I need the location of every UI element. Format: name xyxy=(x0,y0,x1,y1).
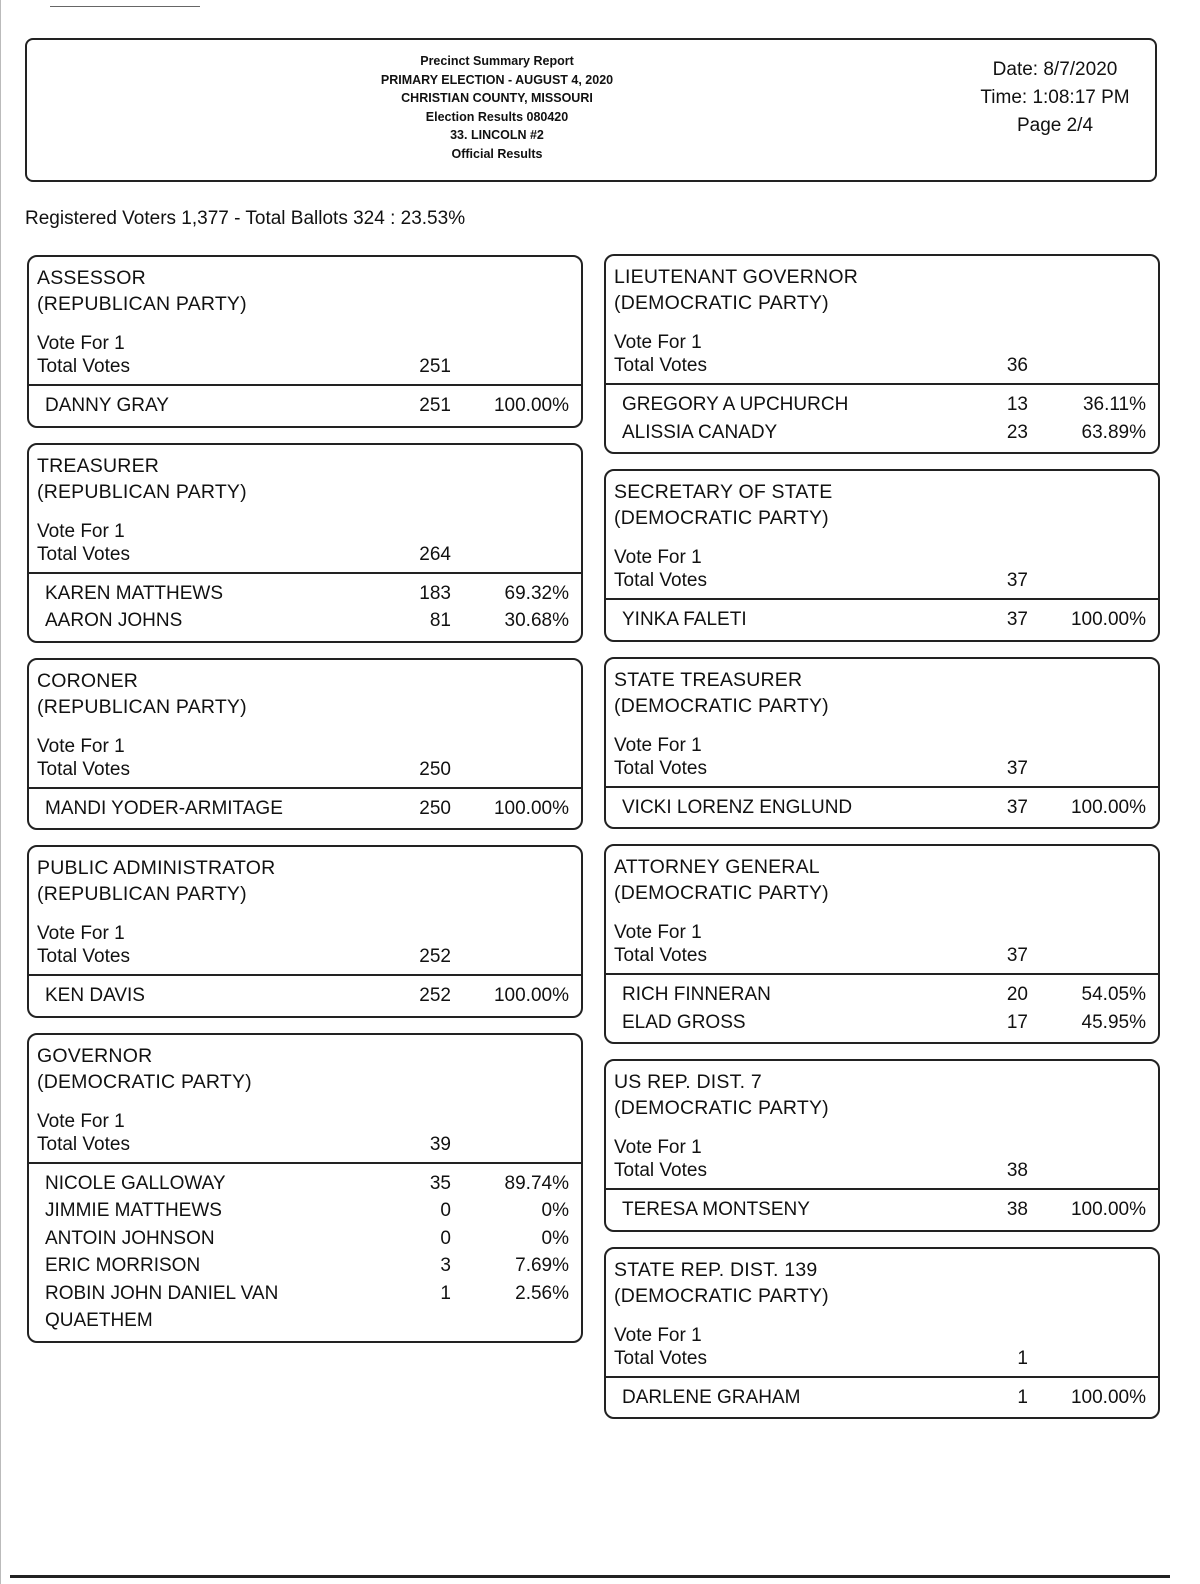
candidate-name: MANDI YODER-ARMITAGE xyxy=(45,797,283,819)
candidate-percent: 2.56% xyxy=(515,1282,569,1304)
candidate-votes: 252 xyxy=(419,985,451,1006)
candidate-row xyxy=(29,392,581,420)
total-votes-label: Total Votes xyxy=(614,1160,707,1181)
race-party: (REPUBLICAN PARTY) xyxy=(37,695,247,718)
candidate-votes: 0 xyxy=(440,1227,451,1249)
total-votes-row xyxy=(606,1348,1158,1378)
candidate-percent: 69.32% xyxy=(504,582,569,604)
candidate-name: ELAD GROSS xyxy=(622,1011,746,1033)
candidate-percent: 100.00% xyxy=(493,395,569,416)
page-bottom-line xyxy=(10,1575,1170,1578)
total-votes-row xyxy=(29,759,581,789)
total-votes-value: 252 xyxy=(419,946,451,967)
candidate-row xyxy=(606,419,1158,447)
candidate-votes: 23 xyxy=(1006,421,1028,443)
candidate-list xyxy=(606,788,1158,828)
candidate-votes: 0 xyxy=(440,1200,451,1221)
total-votes-row xyxy=(29,544,581,574)
registered-voters-summary: Registered Voters 1,377 - Total Ballots 324 : 23.53% xyxy=(25,208,466,229)
candidate-percent: 0% xyxy=(541,1227,569,1249)
candidate-votes: 3 xyxy=(440,1255,451,1276)
race-office: US REP. DIST. 7 xyxy=(614,1071,762,1093)
candidate-votes: 13 xyxy=(1006,394,1028,415)
race-party: (DEMOCRATIC PARTY) xyxy=(614,1284,829,1307)
race-office: STATE TREASURER xyxy=(614,668,803,691)
total-votes-row xyxy=(29,356,581,386)
candidate-list xyxy=(29,1164,581,1341)
race-title xyxy=(29,847,581,907)
total-votes-value: 39 xyxy=(429,1133,451,1155)
race-box xyxy=(604,1059,1160,1232)
candidate-percent: 89.74% xyxy=(504,1172,569,1194)
candidate-row xyxy=(29,795,581,823)
candidate-list xyxy=(606,1190,1158,1230)
race-party: (DEMOCRATIC PARTY) xyxy=(614,694,829,717)
race-box xyxy=(27,255,583,428)
total-votes-label: Total Votes xyxy=(614,945,707,966)
candidate-row xyxy=(606,981,1158,1009)
candidate-name: DANNY GRAY xyxy=(45,395,169,416)
race-party: (REPUBLICAN PARTY) xyxy=(37,293,247,315)
candidate-row xyxy=(606,1009,1158,1037)
total-votes-row xyxy=(606,570,1158,600)
total-votes-label: Total Votes xyxy=(37,356,130,377)
vote-for-label: Vote For 1 xyxy=(614,734,702,756)
candidate-name: NICOLE GALLOWAY xyxy=(45,1172,226,1194)
total-votes-row xyxy=(606,355,1158,385)
vote-for-label: Vote For 1 xyxy=(37,923,125,944)
race-party: (DEMOCRATIC PARTY) xyxy=(614,1097,829,1119)
race-party: (REPUBLICAN PARTY) xyxy=(37,883,247,905)
candidate-row xyxy=(606,1196,1158,1224)
results-status: Official Results xyxy=(451,146,543,161)
total-votes-value: 37 xyxy=(1006,570,1028,591)
total-votes-value: 251 xyxy=(419,356,451,377)
candidate-name: DARLENE GRAHAM xyxy=(622,1386,801,1408)
candidate-name: JIMMIE MATTHEWS xyxy=(45,1200,222,1221)
candidate-percent: 100.00% xyxy=(1070,1199,1146,1220)
candidate-votes: 183 xyxy=(419,582,451,604)
total-votes-label: Total Votes xyxy=(37,946,130,967)
candidate-votes: 38 xyxy=(1006,1199,1028,1220)
page-edge-line xyxy=(0,0,1,1584)
candidate-name: KAREN MATTHEWS xyxy=(45,582,224,604)
race-box xyxy=(27,443,583,643)
race-office: CORONER xyxy=(37,669,139,692)
race-office: GOVERNOR xyxy=(37,1044,153,1067)
candidate-row xyxy=(29,1225,581,1253)
race-box xyxy=(27,845,583,1018)
candidate-row xyxy=(606,794,1158,822)
race-title xyxy=(29,660,581,720)
total-votes-label: Total Votes xyxy=(614,355,707,376)
candidate-row xyxy=(606,606,1158,634)
race-box xyxy=(27,658,583,831)
candidate-votes: 1 xyxy=(440,1282,451,1304)
candidate-percent: 100.00% xyxy=(1070,609,1146,630)
total-votes-value: 38 xyxy=(1006,1160,1028,1181)
vote-for-label: Vote For 1 xyxy=(614,922,702,943)
vote-for-label: Vote For 1 xyxy=(614,1137,702,1158)
race-office: LIEUTENANT GOVERNOR xyxy=(614,266,858,288)
race-party: (DEMOCRATIC PARTY) xyxy=(614,292,829,314)
race-title xyxy=(606,1061,1158,1121)
candidate-percent: 63.89% xyxy=(1081,421,1146,443)
vote-for-label: Vote For 1 xyxy=(614,1324,702,1346)
race-office: ATTORNEY GENERAL xyxy=(614,856,820,878)
total-votes-label: Total Votes xyxy=(614,757,707,779)
total-votes-value: 250 xyxy=(419,758,451,780)
race-title xyxy=(606,471,1158,531)
candidate-votes: 37 xyxy=(1006,609,1028,630)
race-office: SECRETARY OF STATE xyxy=(614,481,833,503)
candidate-row xyxy=(606,1384,1158,1412)
candidate-name: AARON JOHNS xyxy=(45,610,183,631)
candidate-votes: 1 xyxy=(1017,1386,1028,1408)
candidate-percent: 45.95% xyxy=(1081,1011,1146,1033)
candidate-name: ALISSIA CANADY xyxy=(622,421,778,443)
candidate-votes: 81 xyxy=(429,610,451,631)
candidate-percent: 54.05% xyxy=(1081,984,1146,1005)
candidate-percent: 100.00% xyxy=(1070,796,1146,818)
page-number: Page 2/4 xyxy=(1016,115,1094,136)
race-party: (DEMOCRATIC PARTY) xyxy=(37,1070,252,1093)
candidate-name: KEN DAVIS xyxy=(45,985,145,1006)
scan-mark xyxy=(50,6,200,7)
candidate-row xyxy=(29,982,581,1010)
vote-for-label: Vote For 1 xyxy=(37,520,125,542)
race-party: (REPUBLICAN PARTY) xyxy=(37,480,247,503)
race-box xyxy=(604,469,1160,642)
candidate-list xyxy=(29,574,581,641)
total-votes-value: 37 xyxy=(1006,945,1028,966)
candidate-list xyxy=(606,1378,1158,1418)
race-party: (DEMOCRATIC PARTY) xyxy=(614,507,829,529)
race-title xyxy=(606,846,1158,906)
candidate-row xyxy=(29,580,581,608)
vote-for-label: Vote For 1 xyxy=(614,332,702,353)
candidate-votes: 37 xyxy=(1006,796,1028,818)
right-column xyxy=(604,254,1160,1434)
candidate-row xyxy=(29,1170,581,1198)
candidate-list xyxy=(29,386,581,426)
race-title xyxy=(606,256,1158,316)
candidate-name: ROBIN JOHN DANIEL VAN QUAETHEM xyxy=(45,1282,279,1331)
candidate-name: TERESA MONTSENY xyxy=(622,1199,810,1220)
candidate-list xyxy=(606,600,1158,640)
vote-for-label: Vote For 1 xyxy=(614,547,702,568)
total-votes-label: Total Votes xyxy=(37,543,130,565)
candidate-row xyxy=(29,1280,581,1335)
race-office: TREASURER xyxy=(37,454,160,477)
race-office: ASSESSOR xyxy=(37,267,146,289)
total-votes-label: Total Votes xyxy=(614,570,707,591)
race-title xyxy=(606,659,1158,719)
total-votes-row xyxy=(29,946,581,976)
candidate-name: ANTOIN JOHNSON xyxy=(45,1227,215,1249)
candidate-name: RICH FINNERAN xyxy=(622,984,771,1005)
total-votes-value: 1 xyxy=(1017,1347,1028,1369)
precinct-name: 33. LINCOLN #2 xyxy=(450,128,544,142)
candidate-list xyxy=(29,789,581,829)
total-votes-row xyxy=(606,758,1158,788)
total-votes-row xyxy=(606,1160,1158,1190)
candidate-percent: 36.11% xyxy=(1082,394,1146,415)
vote-for-label: Vote For 1 xyxy=(37,333,125,354)
total-votes-label: Total Votes xyxy=(37,758,130,780)
candidate-percent: 100.00% xyxy=(493,985,569,1006)
total-votes-row xyxy=(29,1134,581,1164)
race-title xyxy=(29,1035,581,1095)
candidate-row xyxy=(29,1197,581,1225)
candidate-votes: 35 xyxy=(429,1172,451,1194)
candidate-percent: 0% xyxy=(541,1200,569,1221)
report-time: Time: 1:08:17 PM xyxy=(980,87,1130,108)
race-box xyxy=(604,1247,1160,1420)
report-header-title-block xyxy=(277,52,717,163)
candidate-votes: 17 xyxy=(1006,1011,1028,1033)
left-column xyxy=(27,255,583,1358)
candidate-name: ERIC MORRISON xyxy=(45,1255,201,1276)
candidate-percent: 7.69% xyxy=(515,1255,569,1276)
candidate-list xyxy=(29,976,581,1016)
race-title xyxy=(29,257,581,317)
race-party: (DEMOCRATIC PARTY) xyxy=(614,882,829,904)
race-title xyxy=(606,1249,1158,1309)
race-title xyxy=(29,445,581,505)
report-meta xyxy=(965,56,1145,140)
candidate-name: VICKI LORENZ ENGLUND xyxy=(622,796,853,818)
race-box xyxy=(604,657,1160,830)
candidate-percent: 100.00% xyxy=(1070,1386,1146,1408)
report-header xyxy=(25,38,1157,182)
candidate-percent: 100.00% xyxy=(493,797,569,819)
total-votes-row xyxy=(606,945,1158,975)
candidate-votes: 20 xyxy=(1006,984,1028,1005)
candidate-name: GREGORY A UPCHURCH xyxy=(622,394,849,415)
candidate-name: YINKA FALETI xyxy=(622,609,747,630)
race-office: STATE REP. DIST. 139 xyxy=(614,1258,818,1281)
candidate-list xyxy=(606,385,1158,452)
vote-for-label: Vote For 1 xyxy=(37,1110,125,1132)
total-votes-value: 264 xyxy=(419,543,451,565)
race-box xyxy=(27,1033,583,1343)
candidate-row xyxy=(606,391,1158,419)
total-votes-label: Total Votes xyxy=(614,1347,707,1369)
candidate-votes: 251 xyxy=(419,395,451,416)
county-name: CHRISTIAN COUNTY, MISSOURI xyxy=(401,91,593,105)
race-box xyxy=(604,844,1160,1044)
report-date: Date: 8/7/2020 xyxy=(992,59,1118,80)
candidate-percent: 30.68% xyxy=(504,610,569,631)
report-title: Precinct Summary Report xyxy=(420,54,574,68)
candidate-votes: 250 xyxy=(419,797,451,819)
election-name: PRIMARY ELECTION - AUGUST 4, 2020 xyxy=(380,72,614,87)
results-id: Election Results 080420 xyxy=(425,109,569,124)
race-office: PUBLIC ADMINISTRATOR xyxy=(37,857,276,879)
total-votes-value: 37 xyxy=(1006,757,1028,779)
vote-for-label: Vote For 1 xyxy=(37,735,125,757)
candidate-row xyxy=(29,607,581,635)
race-box xyxy=(604,254,1160,454)
total-votes-label: Total Votes xyxy=(37,1133,130,1155)
candidate-row xyxy=(29,1252,581,1280)
candidate-list xyxy=(606,975,1158,1042)
total-votes-value: 36 xyxy=(1006,355,1028,376)
